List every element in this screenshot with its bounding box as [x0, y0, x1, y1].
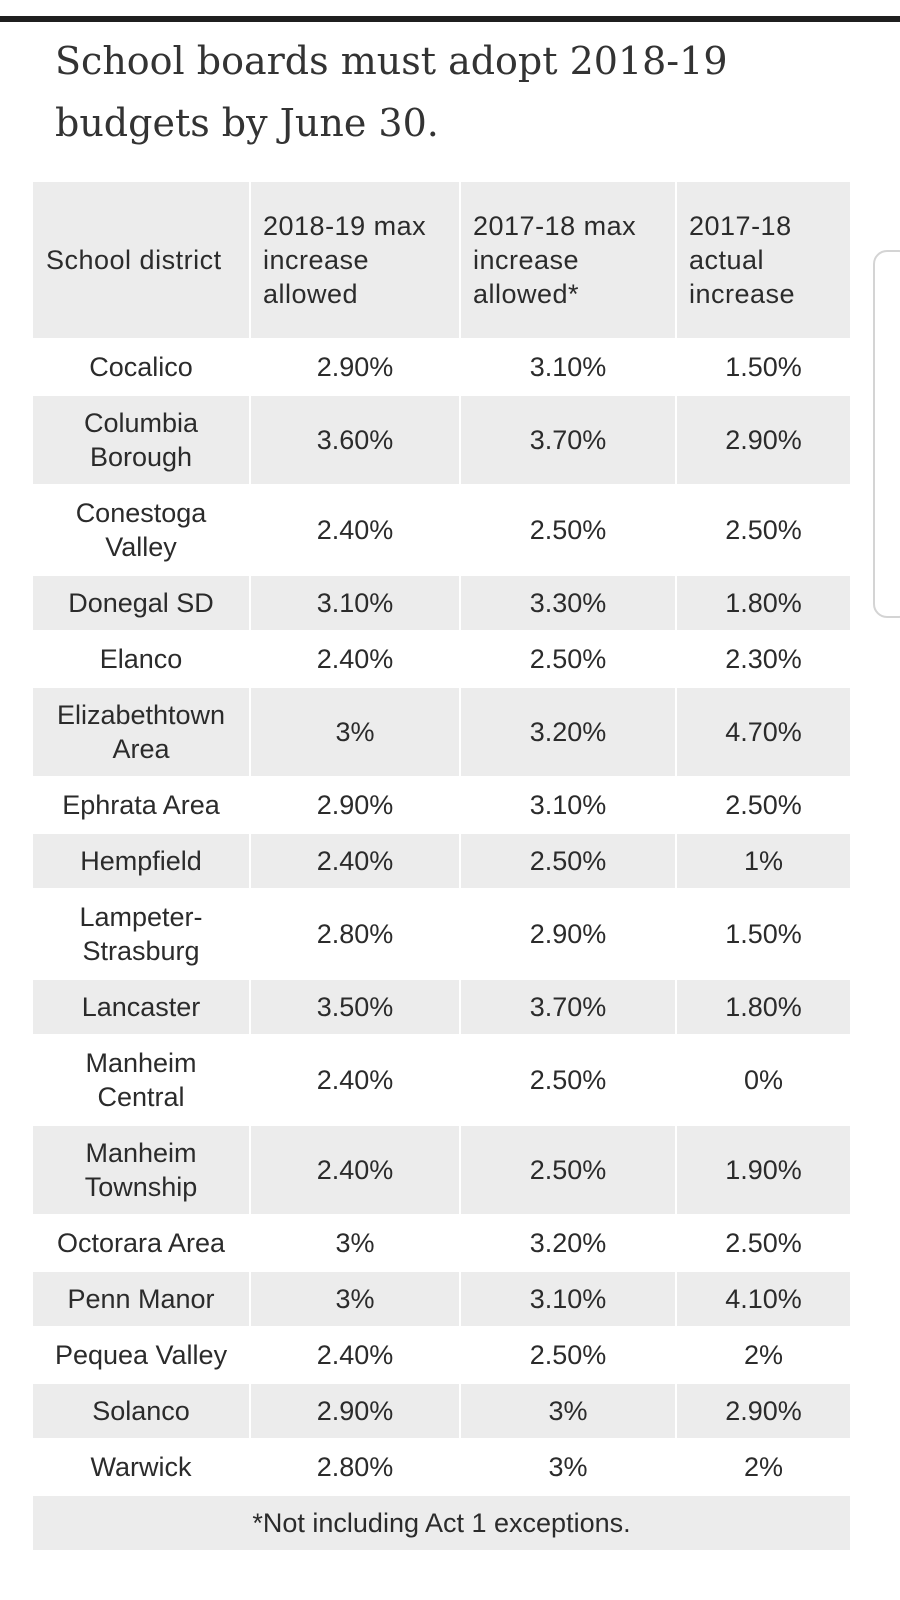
- district-cell: Cocalico: [33, 339, 250, 395]
- table-row: [33, 485, 850, 575]
- max-2018-19-cell: 2.80%: [250, 889, 460, 979]
- max-2018-19-cell: 2.90%: [250, 339, 460, 395]
- max-2018-19-cell: 3%: [250, 1271, 460, 1327]
- table-row: [33, 1439, 850, 1495]
- max-2018-19-cell: 3.50%: [250, 979, 460, 1035]
- actual-2017-18-cell: 1.90%: [676, 1125, 850, 1215]
- district-cell: Octorara Area: [33, 1215, 250, 1271]
- max-2017-18-cell: 3%: [460, 1439, 676, 1495]
- district-cell: Lampeter-Strasburg: [33, 889, 250, 979]
- column-header-school-district: School district: [33, 182, 250, 339]
- table-body: [33, 339, 850, 1495]
- table-row: [33, 339, 850, 395]
- district-cell: Solanco: [33, 1383, 250, 1439]
- max-2017-18-cell: 3.70%: [460, 979, 676, 1035]
- actual-2017-18-cell: 2%: [676, 1439, 850, 1495]
- table-row: [33, 1035, 850, 1125]
- max-2017-18-cell: 2.50%: [460, 1327, 676, 1383]
- table-row: [33, 575, 850, 631]
- max-2018-19-cell: 3%: [250, 687, 460, 777]
- table-row: [33, 1271, 850, 1327]
- max-2018-19-cell: 2.90%: [250, 1383, 460, 1439]
- max-2017-18-cell: 3%: [460, 1383, 676, 1439]
- footnote-row: [33, 1495, 850, 1551]
- district-cell: Donegal SD: [33, 575, 250, 631]
- actual-2017-18-cell: 4.10%: [676, 1271, 850, 1327]
- max-2018-19-cell: 2.40%: [250, 833, 460, 889]
- max-2018-19-cell: 2.40%: [250, 1125, 460, 1215]
- actual-2017-18-cell: 2%: [676, 1327, 850, 1383]
- page-title: School boards must adopt 2018-19 budgets by June 30.: [55, 39, 728, 145]
- max-2018-19-cell: 2.40%: [250, 631, 460, 687]
- max-2018-19-cell: 3.10%: [250, 575, 460, 631]
- actual-2017-18-cell: 2.50%: [676, 485, 850, 575]
- max-2018-19-cell: 2.80%: [250, 1439, 460, 1495]
- district-cell: Manheim Township: [33, 1125, 250, 1215]
- district-cell: Hempfield: [33, 833, 250, 889]
- district-cell: Warwick: [33, 1439, 250, 1495]
- table-header: [33, 182, 850, 339]
- budget-table-container: [33, 182, 850, 1552]
- scroll-indicator[interactable]: [873, 250, 900, 618]
- max-2017-18-cell: 3.20%: [460, 1215, 676, 1271]
- table-row: [33, 1125, 850, 1215]
- max-2018-19-cell: 3.60%: [250, 395, 460, 485]
- max-2018-19-cell: 2.40%: [250, 485, 460, 575]
- district-cell: Elizabethtown Area: [33, 687, 250, 777]
- table-header-row: [33, 182, 850, 339]
- max-2017-18-cell: 3.10%: [460, 777, 676, 833]
- max-2017-18-cell: 2.50%: [460, 485, 676, 575]
- max-2018-19-cell: 2.40%: [250, 1327, 460, 1383]
- table-footer: [33, 1495, 850, 1551]
- table-row: [33, 979, 850, 1035]
- max-2017-18-cell: 3.20%: [460, 687, 676, 777]
- max-2017-18-cell: 3.10%: [460, 339, 676, 395]
- table-row: [33, 833, 850, 889]
- max-2017-18-cell: 2.90%: [460, 889, 676, 979]
- actual-2017-18-cell: 2.30%: [676, 631, 850, 687]
- actual-2017-18-cell: 1.50%: [676, 339, 850, 395]
- budget-table: [33, 182, 850, 1552]
- max-2017-18-cell: 2.50%: [460, 1125, 676, 1215]
- footnote: *Not including Act 1 exceptions.: [33, 1495, 850, 1551]
- actual-2017-18-cell: 1.50%: [676, 889, 850, 979]
- district-cell: Penn Manor: [33, 1271, 250, 1327]
- table-row: [33, 1383, 850, 1439]
- max-2017-18-cell: 2.50%: [460, 833, 676, 889]
- max-2017-18-cell: 3.70%: [460, 395, 676, 485]
- actual-2017-18-cell: 0%: [676, 1035, 850, 1125]
- table-row: [33, 1327, 850, 1383]
- table-row: [33, 395, 850, 485]
- table-row: [33, 889, 850, 979]
- max-2017-18-cell: 3.30%: [460, 575, 676, 631]
- district-cell: Elanco: [33, 631, 250, 687]
- max-2018-19-cell: 2.90%: [250, 777, 460, 833]
- actual-2017-18-cell: 2.50%: [676, 777, 850, 833]
- column-header-2017-18-max: 2017-18 max increase allowed*: [460, 182, 676, 339]
- table-row: [33, 1215, 850, 1271]
- column-header-2018-19-max: 2018-19 max increase allowed: [250, 182, 460, 339]
- district-cell: Pequea Valley: [33, 1327, 250, 1383]
- actual-2017-18-cell: 1.80%: [676, 575, 850, 631]
- column-header-2017-18-actual: 2017-18 actual increase: [676, 182, 850, 339]
- table-row: [33, 631, 850, 687]
- actual-2017-18-cell: 1.80%: [676, 979, 850, 1035]
- district-cell: Ephrata Area: [33, 777, 250, 833]
- actual-2017-18-cell: 4.70%: [676, 687, 850, 777]
- max-2018-19-cell: 2.40%: [250, 1035, 460, 1125]
- district-cell: Columbia Borough: [33, 395, 250, 485]
- actual-2017-18-cell: 2.90%: [676, 1383, 850, 1439]
- max-2017-18-cell: 2.50%: [460, 631, 676, 687]
- max-2018-19-cell: 3%: [250, 1215, 460, 1271]
- table-row: [33, 777, 850, 833]
- district-cell: Manheim Central: [33, 1035, 250, 1125]
- max-2017-18-cell: 3.10%: [460, 1271, 676, 1327]
- actual-2017-18-cell: 2.50%: [676, 1215, 850, 1271]
- max-2017-18-cell: 2.50%: [460, 1035, 676, 1125]
- actual-2017-18-cell: 2.90%: [676, 395, 850, 485]
- district-cell: Conestoga Valley: [33, 485, 250, 575]
- actual-2017-18-cell: 1%: [676, 833, 850, 889]
- table-row: [33, 687, 850, 777]
- top-rule: [0, 16, 900, 22]
- district-cell: Lancaster: [33, 979, 250, 1035]
